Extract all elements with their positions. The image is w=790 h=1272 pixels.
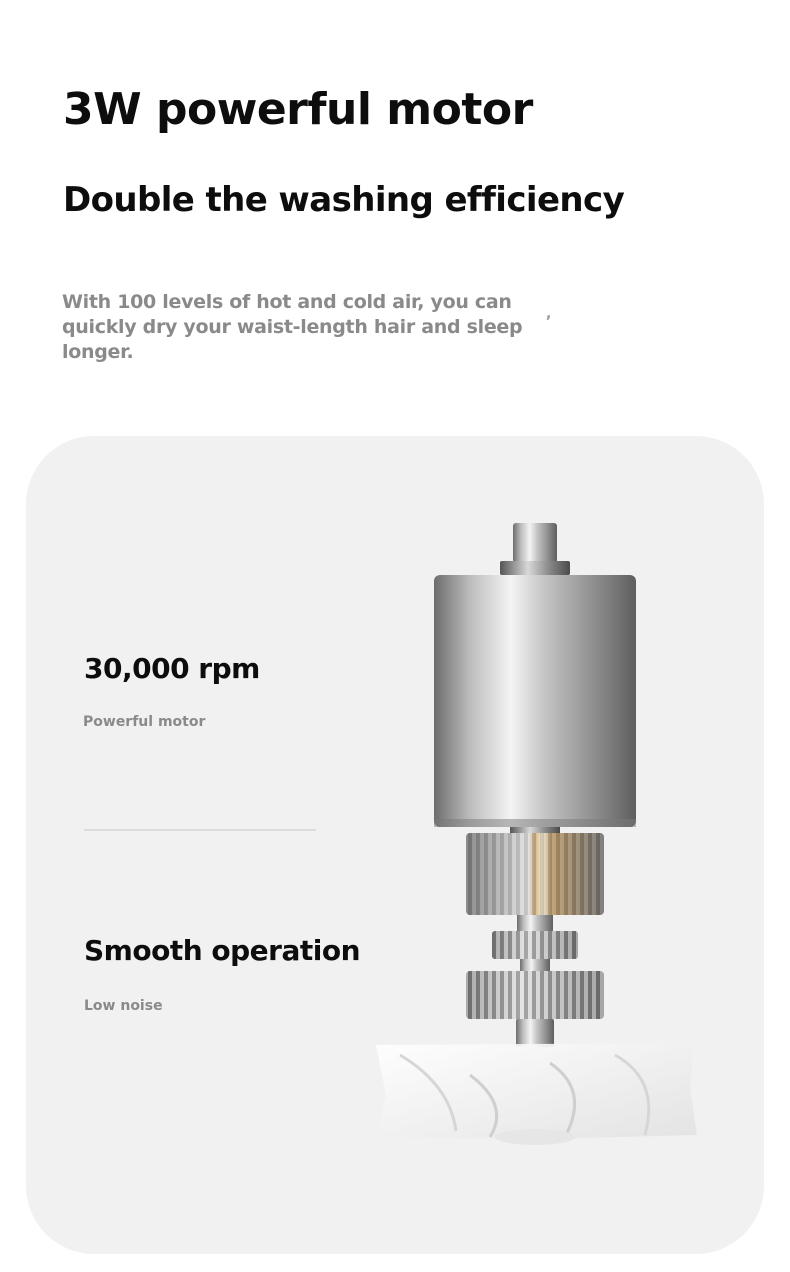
page-subtitle: Double the washing efficiency xyxy=(63,180,625,220)
feature-smooth-subtitle: Low noise xyxy=(84,998,163,1014)
feature-rpm-subtitle: Powerful motor xyxy=(83,714,206,730)
motor-illustration xyxy=(360,515,710,1155)
page-title: 3W powerful motor xyxy=(63,84,533,135)
feature-rpm-title: 30,000 rpm xyxy=(84,652,260,685)
stray-mark: , xyxy=(546,306,552,322)
page-description: With 100 levels of hot and cold air, you can quickly dry your waist-length hair and sleep longer. xyxy=(62,291,523,363)
feature-smooth-title: Smooth operation xyxy=(84,934,361,967)
feature-divider xyxy=(84,829,316,831)
